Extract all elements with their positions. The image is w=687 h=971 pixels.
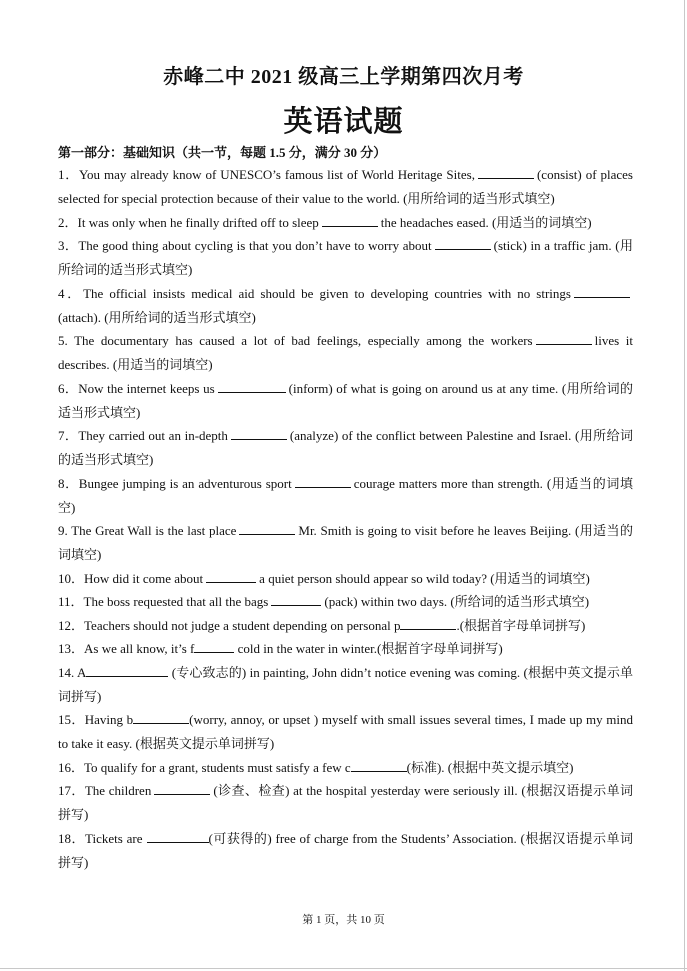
answer-blank[interactable] — [400, 616, 456, 630]
question-number: 14. — [58, 664, 77, 680]
question-text-before: As we all know, it’s f — [84, 641, 195, 656]
question-17 — [58, 779, 633, 827]
question-18 — [58, 827, 633, 875]
answer-blank[interactable] — [218, 379, 286, 393]
question-16 — [58, 756, 633, 780]
question-text-after: (worry, annoy, or upset ) myself with small issues several times, I made up my mind to take it easy. (根据英文提示单词拼写) — [58, 712, 633, 751]
question-number: 4． — [58, 285, 84, 301]
question-text-before: The documentary has caused a lot of bad feelings, especially among the workers — [74, 333, 533, 348]
question-number: 3． — [58, 238, 79, 253]
question-text-after: (consist) of places selected for special protection because of their value to the world. (用所给词的适当形式填空) — [58, 167, 633, 206]
question-6 — [58, 377, 633, 425]
question-text-before: The boss requested that all the bags — [83, 594, 269, 609]
question-number: 11． — [58, 594, 84, 609]
question-4 — [58, 282, 633, 330]
question-number: 5. — [58, 333, 75, 348]
question-text-after: (pack) within two days. (所给词的适当形式填空) — [324, 594, 590, 609]
question-number: 6． — [58, 380, 79, 396]
question-13 — [58, 637, 633, 661]
question-number: 13． — [58, 641, 85, 656]
question-text-after: (inform) of what is going on around us at any time. (用所给词的适当形式填空) — [58, 380, 633, 420]
answer-blank[interactable] — [194, 639, 234, 653]
answer-blank[interactable] — [322, 213, 378, 227]
question-text-after: the headaches eased. (用适当的词填空) — [380, 214, 592, 230]
question-number: 15． — [58, 712, 85, 727]
question-number: 1． — [58, 167, 79, 182]
question-text-after: (专心致志的) in painting, John didn’t notice evening was coming. (根据中英文提示单词拼写) — [58, 664, 633, 704]
question-number: 8． — [58, 475, 79, 491]
question-10 — [58, 567, 633, 591]
question-number: 10． — [58, 570, 85, 586]
answer-blank[interactable] — [206, 569, 256, 583]
question-text-after: courage matters more than strength. (用适当的词填空) — [58, 475, 633, 515]
question-number: 2． — [58, 214, 78, 230]
question-list — [58, 163, 633, 874]
answer-blank[interactable] — [133, 710, 189, 724]
question-text-after: (诊查、检查) at the hospital yesterday were seriously ill. (根据汉语提示单词拼写) — [58, 783, 633, 822]
question-number: 12． — [58, 617, 85, 633]
answer-blank[interactable] — [154, 781, 210, 795]
question-text-before: You may already know of UNESCO’s famous list of World Heritage Sites, — [78, 167, 475, 182]
school-title: 赤峰二中 2021 级高三上学期第四次月考 — [163, 66, 524, 88]
question-number: 16． — [58, 759, 85, 775]
subject-title: 英语试题 — [283, 106, 404, 138]
question-12 — [58, 614, 633, 638]
question-text-after: (可获得的) free of charge from the Students’ Association. (根据汉语提示单词拼写) — [58, 830, 633, 870]
page-edge-right — [684, 0, 685, 971]
answer-blank[interactable] — [239, 521, 295, 535]
question-text-before: They carried out an in-depth — [78, 428, 228, 443]
question-text-after: .(根据首字母单词拼写) — [456, 617, 586, 633]
question-text-before: It was only when he finally drifted off to sleep — [77, 214, 319, 230]
section-heading: 第一部分：基础知识（共一节，每题 1.5 分，满分 30 分） — [58, 145, 387, 160]
question-14 — [58, 661, 633, 709]
answer-blank[interactable] — [574, 284, 630, 298]
question-text-after: (stick) in a traffic jam. (用所给词的适当形式填空) — [58, 238, 633, 277]
question-11 — [58, 590, 633, 614]
question-text-after: Mr. Smith is going to visit before he leaves Beijing. (用适当的词填空) — [58, 523, 633, 562]
question-text-before: Having b — [84, 712, 134, 727]
answer-blank[interactable] — [295, 474, 351, 488]
question-text-before: Bungee jumping is an adventurous sport — [78, 475, 292, 491]
question-text-after: a quiet person should appear so wild today? (用适当的词填空) — [259, 570, 590, 586]
question-text-after: lives it describes. (用适当的词填空) — [58, 333, 633, 372]
answer-blank[interactable] — [478, 165, 534, 179]
question-text-before: The good thing about cycling is that you don’t have to worry about — [78, 238, 432, 253]
question-number: 17． — [58, 783, 85, 798]
question-5 — [58, 329, 633, 377]
page-edge-bottom — [0, 968, 687, 969]
question-text-before: Tickets are — [85, 830, 143, 846]
question-7 — [58, 424, 633, 472]
question-15 — [58, 708, 633, 756]
question-9 — [58, 519, 633, 567]
question-text-before: The children — [84, 783, 152, 798]
question-text-after: (标准). (根据中英文提示填空) — [406, 759, 574, 775]
answer-blank[interactable] — [231, 426, 287, 440]
answer-blank[interactable] — [435, 236, 491, 250]
question-text-before: How did it come about — [84, 570, 204, 586]
question-text-after: (attach). (用所给词的适当形式填空) — [58, 309, 256, 325]
question-text-before: The Great Wall is the last place — [71, 523, 237, 538]
answer-blank[interactable] — [351, 758, 407, 772]
answer-blank[interactable] — [86, 663, 168, 677]
question-1 — [58, 163, 633, 211]
question-number: 7． — [58, 428, 79, 443]
question-8 — [58, 472, 633, 520]
question-text-before: To qualify for a grant, students must satisfy a few c — [84, 759, 351, 775]
question-text-after: (analyze) of the conflict between Palestine and Israel. (用所给词的适当形式填空) — [58, 428, 633, 467]
answer-blank[interactable] — [147, 829, 209, 843]
page-footer: 第 1 页，共 10 页 — [302, 914, 385, 926]
question-text-before: The official insists medical aid should be given to developing countries with no strings — [83, 285, 571, 301]
question-number: 18． — [58, 830, 86, 846]
question-text-before: Teachers should not judge a student depending on personal p — [84, 617, 401, 633]
question-text-before: A — [76, 664, 87, 680]
answer-blank[interactable] — [271, 592, 321, 606]
question-text-after: cold in the water in winter.(根据首字母单词拼写) — [237, 641, 503, 656]
question-text-before: Now the internet keeps us — [78, 380, 215, 396]
answer-blank[interactable] — [536, 331, 592, 345]
question-number: 9. — [58, 523, 72, 538]
question-2 — [58, 211, 633, 235]
question-3 — [58, 234, 633, 282]
